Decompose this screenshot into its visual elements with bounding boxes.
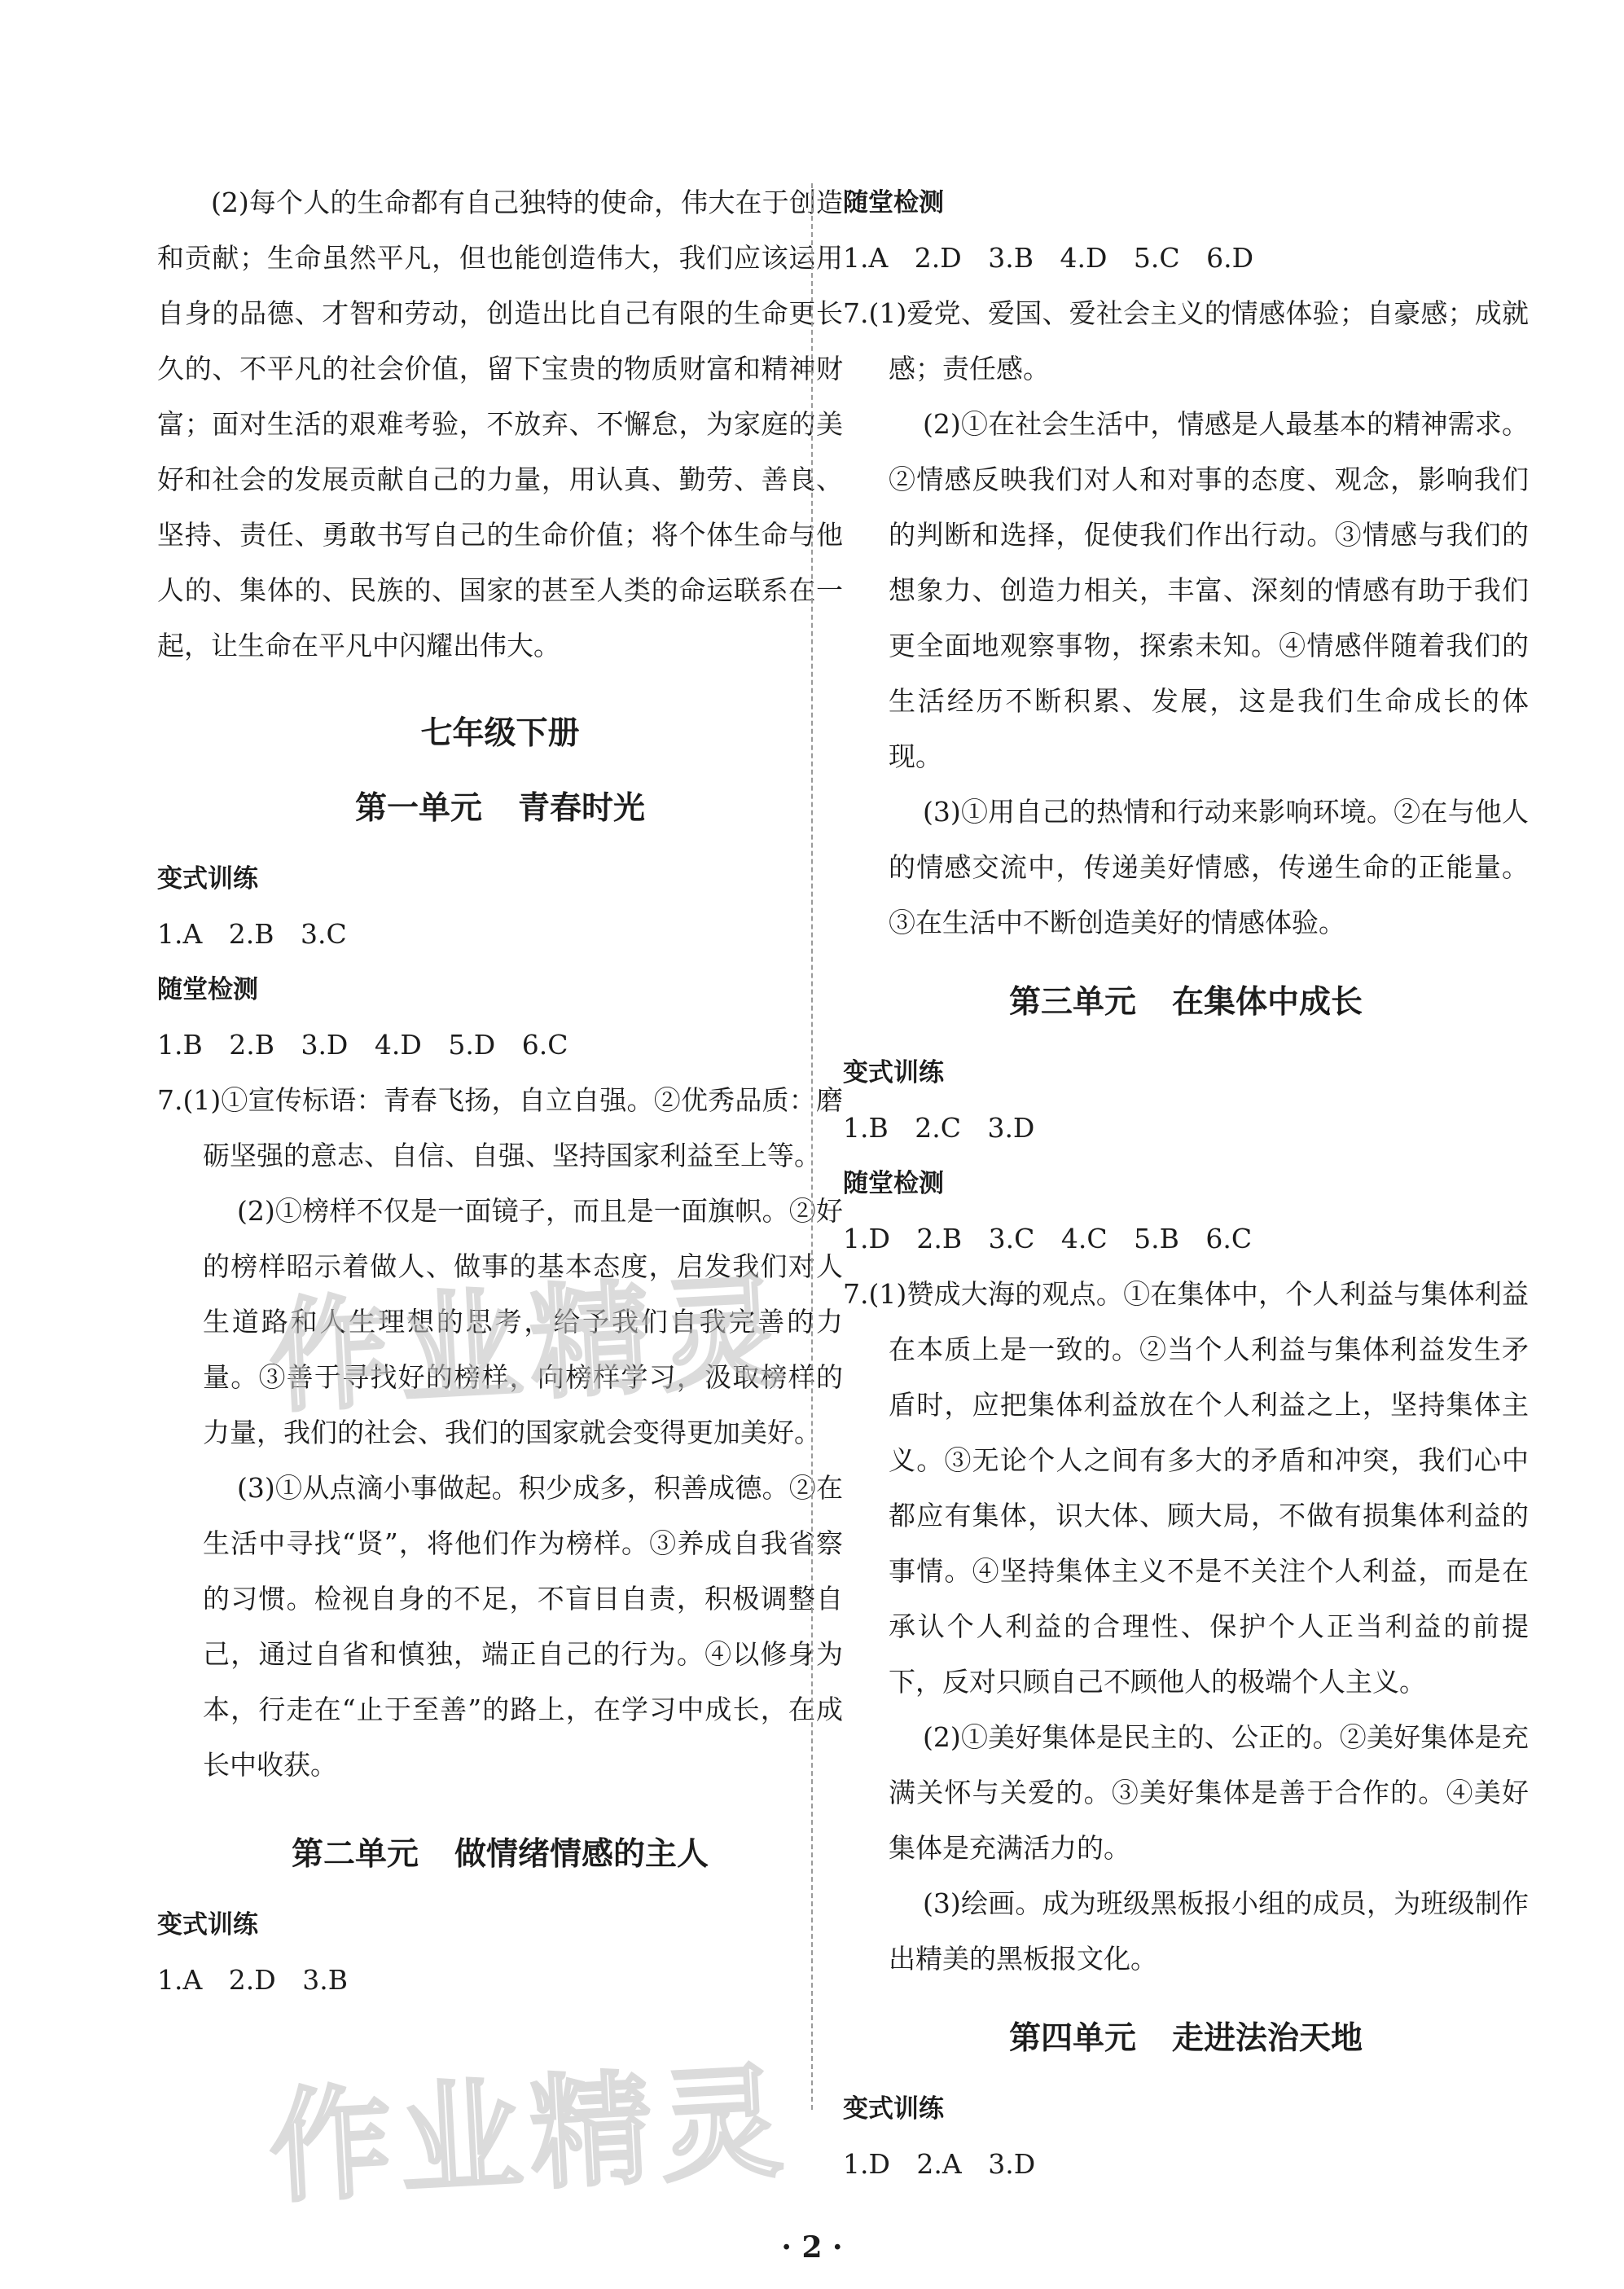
unit2-variant-answers: 1.A 2.D 3.B [157, 1964, 348, 1996]
unit4-title [843, 2010, 1529, 2067]
unit3-name: 在集体中成长 [1172, 983, 1363, 1021]
unit1-check-label: 随堂检测 [157, 975, 258, 1004]
unit3-number: 第三单元 [1008, 983, 1136, 1021]
unit1-check-answers: 1.B 2.B 3.D 4.D 5.D 6.C [157, 1029, 568, 1061]
watermark-logo [265, 1233, 787, 1436]
unit1-q7-part3: (3)①从点滴小事做起。积少成多，积善成德。②在生活中寻找“贤”，将他们作为榜样。③养成自我省察的习惯。检视自身的不足，不盲目自责，积极调整自己，通过自省和慎独，端正自己的行为。④以修身为本，行走在“止于至善”的路上，在学习中成长，在成长中收获。 [203, 1472, 843, 1781]
grade-title: 七年级下册 [420, 714, 580, 752]
unit1-variant-answers: 1.A 2.B 3.C [157, 918, 347, 950]
unit2-q7-part3: (3)①用自己的热情和行动来影响环境。②在与他人的情感交流中，传递美好情感，传递生命的正能量。③在生活中不断创造美好的情感体验。 [889, 796, 1529, 938]
unit1-title [157, 780, 843, 837]
watermark-char: 作 [266, 2072, 396, 2221]
unit1-number: 第一单元 [354, 789, 482, 827]
unit4-variant-label: 变式训练 [843, 2094, 944, 2124]
unit3-q7-part1: 7.(1)赞成大海的观点。①在集体中，个人利益与集体利益在本质上是一致的。②当个人利益与集体利益发生矛盾时，应把集体利益放在个人利益之上，坚持集体主义。③无论个人之间有多大的矛盾和冲突，我们心中都应有集体，识大体、顾大局，不做有损集体利益的事情。④坚持集体主义不是不关注个人利益，而是在承认个人利益的合理性、保护个人正当利益的前提下，反对只顾自己不顾他人的极端个人主义。 [843, 1278, 1529, 1698]
unit4-name: 走进法治天地 [1172, 2019, 1363, 2057]
watermark-char: 业 [396, 1275, 526, 1423]
unit3-check-answers: 1.D 2.B 3.C 4.C 5.B 6.C [843, 1223, 1253, 1254]
intro-paragraph: (2)每个人的生命都有自己独特的使命，伟大在于创造和贡献；生命虽然平凡，但也能创造伟大，我们应该运用自身的品德、才智和劳动，创造出比自己有限的生命更长久的、不平凡的社会价值，留下宝贵的物质财富和精神财富；面对生活的艰难考验，不放弃、不懈怠，为家庭的美好和社会的发展贡献自己的力量，用认真、勤劳、善良、坚持、责任、勇敢书写自己的生命价值；将个体生命与他人的、集体的、民族的、国家的甚至人类的命运联系在一起，让生命在平凡中闪耀出伟大。 [157, 187, 843, 661]
watermark-char: 灵 [656, 1261, 786, 1410]
unit2-check-answers: 1.A 2.D 3.B 4.D 5.C 6.D [843, 242, 1254, 274]
unit3-title [843, 973, 1529, 1030]
unit2-q7-part2: (2)①在社会生活中，情感是人最基本的精神需求。②情感反映我们对人和对事的态度、观念，影响我们的判断和选择，促使我们作出行动。③情感与我们的想象力、创造力相关，丰富、深刻的情感有助于我们更全面地观察事物，探索未知。④情感伴随着我们的生活经历不断积累、发展，这是我们生命成长的体现。 [889, 408, 1529, 772]
page-number: · 2 · [781, 2230, 843, 2265]
watermark-char: 业 [396, 2065, 526, 2213]
watermark-char: 精 [526, 2058, 656, 2207]
unit2-number: 第二单元 [291, 1835, 419, 1873]
watermark-char: 作 [266, 1281, 396, 1430]
unit1-q7-part2: (2)①榜样不仅是一面镜子，而且是一面旗帜。②好的榜样昭示着做人、做事的基本态度，启发我们对人生道路和人生理想的思考，给予我们自我完善的力量。③善于寻找好的榜样，向榜样学习，汲取榜样的力量，我们的社会、我们的国家就会变得更加美好。 [203, 1195, 843, 1448]
unit4-number: 第四单元 [1008, 2019, 1136, 2057]
unit1-q7-part1: 7.(1)①宣传标语：青春飞扬，自立自强。②优秀品质：磨砺坚强的意志、自信、自强、坚持国家利益至上等。 [157, 1084, 843, 1171]
unit3-q7-part3: (3)绘画。成为班级黑板报小组的成员，为班级制作出精美的黑板报文化。 [889, 1887, 1529, 1975]
unit4-variant-answers: 1.D 2.A 3.D [843, 2148, 1036, 2180]
watermark-char: 精 [526, 1268, 656, 1417]
unit1-variant-label: 变式训练 [157, 864, 258, 894]
unit3-check-label: 随堂检测 [843, 1169, 944, 1198]
unit1-name: 青春时光 [518, 789, 646, 827]
unit2-variant-label: 变式训练 [157, 1910, 258, 1940]
unit3-q7-part2: (2)①美好集体是民主的、公正的。②美好集体是充满关怀与关爱的。③美好集体是善于合作的。④美好集体是充满活力的。 [889, 1721, 1529, 1864]
left-column [157, 175, 843, 2008]
watermark-logo [265, 2023, 787, 2226]
unit2-q7-part1: 7.(1)爱党、爱国、爱社会主义的情感体验；自豪感；成就感；责任感。 [843, 297, 1529, 384]
column-divider [811, 183, 813, 2110]
unit2-name: 做情绪情感的主人 [454, 1835, 709, 1873]
unit3-variant-answers: 1.B 2.C 3.D [843, 1112, 1035, 1144]
right-column [843, 175, 1529, 2192]
unit3-variant-label: 变式训练 [843, 1058, 944, 1087]
unit2-title [157, 1825, 843, 1883]
watermark-char: 灵 [656, 2051, 786, 2200]
unit2-check-label: 随堂检测 [843, 188, 944, 217]
